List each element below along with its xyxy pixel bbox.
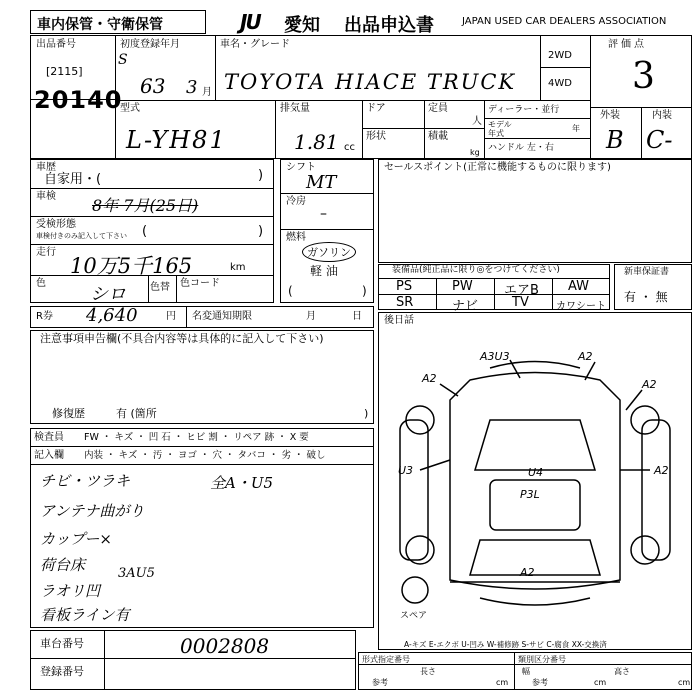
inspector-note: 3AU5 xyxy=(118,566,155,581)
body-shape-label: 形状 xyxy=(366,131,386,142)
fuel-diesel: 軽 油 xyxy=(310,264,338,278)
inspector-note: 全A・U5 xyxy=(210,474,274,492)
damage-mark: A3U3 xyxy=(480,350,510,363)
equip-pw[interactable]: PW xyxy=(452,279,473,294)
lot-label: 出品番号 xyxy=(36,39,76,50)
drive-4wd: 4WD xyxy=(548,78,572,89)
exterior-grade: B xyxy=(606,126,624,154)
fuel-open: ( xyxy=(288,284,293,298)
inspector-row-2: 内装 ・ キズ ・ 汚 ・ ヨゴ ・ 穴 ・ タバコ ・ 劣 ・ 破し xyxy=(84,450,326,461)
lot-sub: [2115] xyxy=(46,65,83,78)
inspector-label-2: 記入欄 xyxy=(34,450,64,461)
width-unit: cm xyxy=(594,678,607,687)
lot-number: 20140 xyxy=(34,86,123,114)
inspector-note: 看板ライン有 xyxy=(40,606,130,624)
recycle-value: 4,640 xyxy=(86,305,138,326)
repaint-label: 色替 xyxy=(150,282,170,293)
reg-number-label: 登録番号 xyxy=(40,665,84,678)
handle-label: ハンドル 左・右 xyxy=(488,143,554,153)
mileage-label: 走行 xyxy=(36,247,56,258)
repair-close: ) xyxy=(364,407,369,420)
recycle-label: R券 xyxy=(36,311,53,322)
car-left-side xyxy=(400,420,428,560)
damage-mark: A2 xyxy=(520,566,535,579)
mileage-unit: km xyxy=(230,262,246,273)
model-value: L-YH81 xyxy=(126,126,227,154)
association-name: JAPAN USED CAR DEALERS ASSOCIATION xyxy=(462,16,667,27)
color-value: シロ xyxy=(90,284,126,305)
warranty-label: 新車保証書 xyxy=(624,267,670,277)
registration-era: S xyxy=(118,52,128,68)
class-number-label: 類別区分番号 xyxy=(518,655,566,664)
mark-pointer xyxy=(440,384,458,396)
model-year-unit: 年 xyxy=(572,124,580,133)
damage-mark: P3L xyxy=(520,488,540,501)
fuel-close: ) xyxy=(362,284,367,298)
registration-month: 3 xyxy=(186,77,198,98)
equip-tv[interactable]: TV xyxy=(512,295,529,310)
registration-label: 初度登録年月 xyxy=(120,39,180,50)
history-label: 車歴 xyxy=(36,162,56,173)
name-change-day: 日 xyxy=(352,311,362,322)
footer-ref: 参考 xyxy=(532,678,548,687)
shaken-label: 車検 xyxy=(36,191,56,202)
capacity-unit: 人 xyxy=(472,116,482,127)
name-change-label: 名変通知期限 xyxy=(192,311,252,322)
cooler-value: – xyxy=(320,206,327,222)
interior-grade: C- xyxy=(646,126,673,154)
repair-label: 修復歴 xyxy=(52,407,85,420)
equip-leather-seat[interactable]: カワシート xyxy=(556,301,606,312)
car-name-label: 車名・グレード xyxy=(220,39,290,50)
displacement-label: 排気量 xyxy=(280,103,310,114)
equip-ps[interactable]: PS xyxy=(396,279,413,294)
interior-label: 内装 xyxy=(652,110,672,121)
grade-label: 評価点 xyxy=(608,39,647,50)
exterior-label: 外装 xyxy=(600,110,620,121)
registration-year: 63 xyxy=(140,74,166,98)
receipt-close: ) xyxy=(258,224,264,239)
capacity-label: 定員 xyxy=(428,103,448,114)
length-unit: cm xyxy=(496,678,509,687)
back-door-label: 後日話 xyxy=(384,315,414,326)
grade-value: 3 xyxy=(632,56,655,97)
org-name: 愛知 xyxy=(284,15,320,36)
ju-logo xyxy=(240,10,290,34)
rear-right-wheel xyxy=(631,536,659,564)
footer-ref: 参考 xyxy=(372,678,388,687)
fuel-gasoline[interactable]: ガソリン xyxy=(302,242,356,262)
storage-title: 車内保管・守衛保管 xyxy=(37,17,163,33)
mark-pointer xyxy=(420,460,450,470)
spare-tire xyxy=(402,577,428,603)
fuel-label: 燃料 xyxy=(286,232,306,243)
inspector-note: ラオリ凹 xyxy=(40,582,101,600)
car-rear-window xyxy=(470,540,600,575)
registration-month-unit: 月 xyxy=(202,87,212,98)
history-value: 自家用・( xyxy=(44,172,102,187)
load-unit: kg xyxy=(470,148,480,157)
model-label: 型式 xyxy=(120,103,140,114)
equip-sr[interactable]: SR xyxy=(396,295,414,310)
inspector-note: チビ・ツラキ xyxy=(40,472,131,490)
repair-value: 有 (箇所 xyxy=(116,407,157,420)
receipt-open: ( xyxy=(142,224,148,239)
chassis-value: 0002808 xyxy=(180,634,270,658)
car-diagram xyxy=(380,340,690,630)
recycle-unit: 円 xyxy=(166,311,176,322)
form-type-label: 形式指定番号 xyxy=(362,655,410,664)
displacement-unit: cc xyxy=(344,142,355,153)
receipt-note: 車検付きのみ記入して下さい xyxy=(36,232,127,240)
width-label: 幅 xyxy=(522,667,530,676)
form-title: 出品申込書 xyxy=(344,15,434,36)
name-change-month: 月 xyxy=(306,311,316,322)
inspector-note: 荷台床 xyxy=(40,556,86,574)
spare-label: スペア xyxy=(400,611,428,621)
inspector-note: アンテナ曲がり xyxy=(40,502,145,520)
equip-aw[interactable]: AW xyxy=(568,279,590,294)
load-label: 積載 xyxy=(428,131,448,142)
history-close: ) xyxy=(258,168,264,183)
damage-legend: A-キズ E-エクボ U-凹み W-補修跡 S-サビ C-腐食 XX-交換済 xyxy=(404,640,607,649)
height-label: 高さ xyxy=(614,667,630,676)
damage-mark: A2 xyxy=(578,350,593,363)
color-code-label: 色コード xyxy=(180,278,220,289)
equip-navi[interactable]: ナビ xyxy=(452,299,479,314)
shaken-value: 8年 7月(25日) xyxy=(92,196,199,215)
sales-point-box xyxy=(378,159,692,263)
inspector-label-1: 検査員 xyxy=(34,432,64,443)
drive-2wd: 2WD xyxy=(548,50,572,61)
inspector-row-1: FW ・ キズ ・ 凹 石 ・ ヒビ 割 ・ リペア 跡 ・ X 要 xyxy=(84,432,309,443)
equip-airbag[interactable]: エアB xyxy=(504,283,539,298)
storage-title-box xyxy=(30,10,206,34)
displacement-value: 1.81 xyxy=(294,130,339,154)
damage-mark: A2 xyxy=(422,372,437,385)
notes-label: 注意事項申告欄(不具合内容等は具体的に記入して下さい) xyxy=(40,332,324,345)
damage-mark: A2 xyxy=(642,378,657,391)
rear-bumper xyxy=(480,598,590,605)
length-label: 長さ xyxy=(420,667,436,676)
damage-mark: A2 xyxy=(654,464,669,477)
receipt-label: 受検形態 xyxy=(36,219,76,230)
chassis-label: 車台番号 xyxy=(40,637,84,650)
doors-label: ドア xyxy=(366,103,386,114)
shift-value: MT xyxy=(306,172,337,193)
model-year-label: モデル 年式 xyxy=(488,120,512,138)
equipment-label: 装備品(純正品に限り◎をつけてください) xyxy=(392,265,560,275)
damage-mark: U4 xyxy=(528,466,544,479)
car-windshield xyxy=(475,420,595,470)
shift-label: シフト xyxy=(286,162,316,173)
cooler-label: 冷房 xyxy=(286,196,306,207)
warranty-value[interactable]: 有 ・ 無 xyxy=(624,290,668,304)
car-name-value: TOYOTA HIACE TRUCK xyxy=(224,70,517,94)
car-right-side xyxy=(642,420,670,560)
damage-mark: U3 xyxy=(398,464,414,477)
mileage-value: 10万5千165 xyxy=(70,254,193,278)
sales-point-label: セールスポイント(正常に機能するものに限ります) xyxy=(384,162,611,173)
logo-mark: JU xyxy=(240,10,260,34)
height-unit: cm xyxy=(678,678,691,687)
color-label: 色 xyxy=(36,278,46,289)
inspector-note: カップー× xyxy=(40,530,112,548)
dealer-label: ディーラー・並行 xyxy=(488,105,560,115)
